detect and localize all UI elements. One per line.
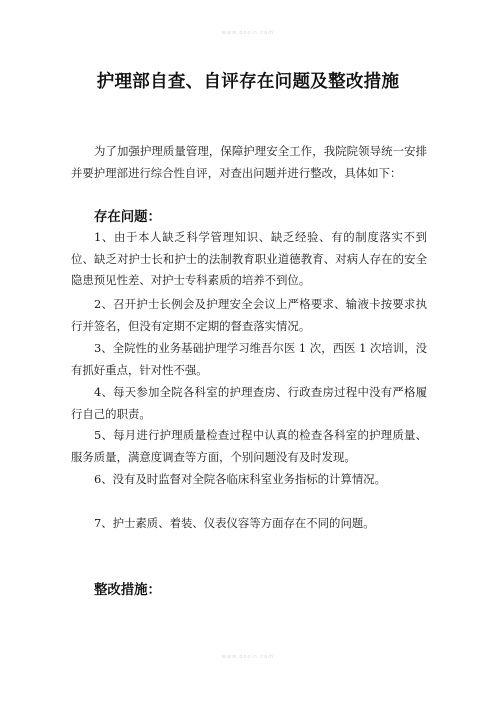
- intro-paragraph: 为了加强护理质量管理，保障护理安全工作，我院院领导统一安排并要护理部进行综合性自评，对查出问题并进行整改，具体如下：: [71, 144, 427, 180]
- problem-item-1: 1、由于本人缺乏科学管理知识、缺乏经验、有的制度落实不到位、缺乏对护士长和护士的法制教育职业道德教育、对病人存在的安全隐患预见性差、对护士专科素质的培养不到位。: [71, 230, 427, 287]
- watermark-bottom: www.docin.com: [221, 654, 275, 660]
- watermark-top: www.docin.com: [221, 30, 275, 36]
- document-title: 护理部自查、自评存在问题及整改措施: [96, 72, 400, 92]
- measures-heading: 整改措施：: [94, 583, 161, 598]
- problem-item-4: 4、每天参加全院各科室的护理查房、行政查房过程中没有严格履行自己的职责。: [71, 385, 427, 421]
- problem-item-7: 7、护士素质、着装、仪表仪容等方面存在不同的问题。: [94, 516, 375, 530]
- problem-item-5: 5、每月进行护理质量检查过程中认真的检查各科室的护理质量、服务质量，满意度调查等方面，个别问题没有及时发现。: [71, 428, 427, 464]
- problem-item-2: 2、召开护士长例会及护理安全会议上严格要求、输液卡按要求执行并签名，但没有定期不定期的督查落实情况。: [71, 297, 427, 333]
- problem-item-3: 3、全院性的业务基础护理学习维吾尔医 1 次，西医 1 次培训，没有抓好重点，针对性不强。: [71, 341, 427, 377]
- problems-heading: 存在问题：: [94, 210, 161, 225]
- problem-item-6: 6、没有及时监督对全院各临床科室业务指标的计算情况。: [94, 472, 387, 486]
